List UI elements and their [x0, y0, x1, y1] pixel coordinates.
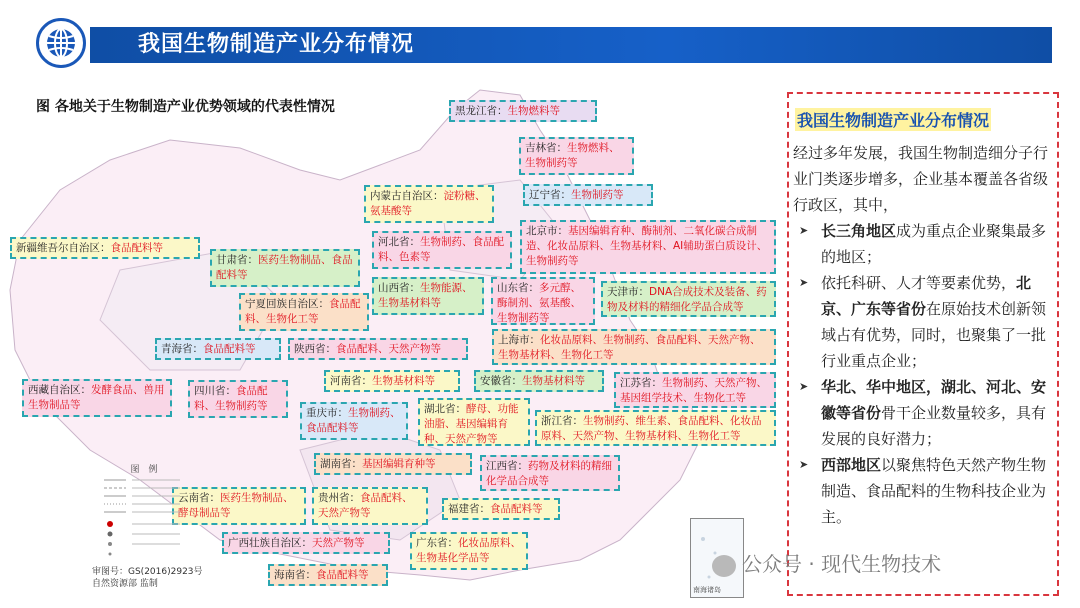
page-title: 我国生物制造产业分布情况: [138, 32, 415, 57]
arrow-right-icon: ➤: [799, 276, 809, 289]
label-jiangxi: 江西省：药物及材料的精细化学品合成等: [480, 455, 620, 491]
bullet-1: ➤ 长三角地区成为重点企业聚集最多的地区；: [793, 218, 1055, 270]
label-ningxia: 宁夏回族自治区：食品配料、生物化工等: [239, 293, 369, 331]
map-audit-number: 审图号：GS(2016)2923号 自然资源部 监制: [92, 567, 203, 589]
wechat-icon: [712, 555, 736, 577]
arrow-right-icon: ➤: [799, 380, 809, 393]
label-henan: 河南省：生物基材料等: [324, 370, 460, 392]
header-banner: [0, 18, 1080, 68]
label-guangdong: 广东省：化妆品原料、生物基化学品等: [410, 532, 528, 570]
label-xizang: 西藏自治区：发酵食品、兽用生物制品等: [22, 379, 172, 417]
label-guangxi: 广西壮族自治区：天然产物等: [222, 532, 390, 554]
label-shandong: 山东省：多元醇、酶制剂、氨基酸、生物制药等: [491, 277, 595, 325]
label-heilongjiang: 黑龙江省：生物燃料等: [449, 100, 597, 122]
label-neimenggu: 内蒙古自治区：淀粉糖、氨基酸等: [364, 185, 494, 223]
label-anhui: 安徽省：生物基材料等: [474, 370, 604, 392]
label-gansu: 甘肃省：医药生物制品、食品配料等: [210, 249, 360, 287]
label-shanghai: 上海市：化妆品原料、生物制药、食品配料、天然产物、生物基材料、生物化工等: [492, 329, 776, 365]
label-guizhou: 贵州省：食品配料、天然产物等: [312, 487, 428, 525]
label-liaoning: 辽宁省：生物制药等: [523, 184, 653, 206]
label-hebei: 河北省：生物制药、食品配料、色素等: [372, 231, 512, 269]
globe-icon: [36, 18, 86, 68]
panel-intro: 经过多年发展，我国生物制造细分子行业门类逐步增多，企业基本覆盖各省级行政区，其中，: [793, 144, 1049, 214]
wechat-watermark: 公众号 · 现代生物技术: [712, 548, 941, 577]
arrow-right-icon: ➤: [799, 224, 809, 237]
panel-body: [793, 140, 1055, 530]
label-xinjiang: 新疆维吾尔自治区：食品配料等: [10, 237, 200, 259]
bullet-3: ➤ 华北、华中地区，湖北、河北、安徽等省份骨干企业数量较多，具有发展的良好潜力；: [793, 374, 1055, 452]
label-shanxi: 山西省：生物能源、生物基材料等: [372, 277, 484, 315]
legend-title: 图 例: [130, 465, 158, 475]
label-hunan: 湖南省：基因编辑育种等: [314, 453, 472, 475]
label-fujian: 福建省：食品配料等: [442, 498, 560, 520]
bullet-4: ➤ 西部地区以聚焦特色天然产物生物制造、食品配料的生物科技企业为主。: [793, 452, 1055, 530]
label-jilin: 吉林省：生物燃料、生物制药等: [519, 137, 634, 175]
label-chongqing: 重庆市：生物制药、食品配料等: [300, 402, 408, 440]
label-yunnan: 云南省：医药生物制品、酵母制品等: [172, 487, 306, 525]
label-sichuan: 四川省：食品配料、生物制药等: [188, 380, 288, 418]
label-zhejiang: 浙江省：生物制药、维生素、食品配料、化妆品原料、天然产物、生物基材料、生物化工等: [535, 410, 776, 446]
south-china-sea-inset: 南海诸岛: [690, 518, 744, 598]
panel-title: 我国生物制造产业分布情况: [795, 108, 991, 131]
label-hainan: 海南省：食品配料等: [268, 564, 388, 586]
label-tianjin: 天津市：DNA合成技术及装备、药物及材料的精细化学品合成等: [601, 281, 776, 317]
label-jiangsu: 江苏省：生物制药、天然产物、基因组学技术、生物化工等: [614, 372, 776, 408]
label-hubei: 湖北省：酵母、功能油脂、基因编辑育种、天然产物等: [418, 398, 530, 446]
summary-panel: [787, 92, 1059, 596]
label-shaanxi: 陕西省：食品配料、天然产物等: [288, 338, 468, 360]
label-qinghai: 青海省：食品配料等: [155, 338, 281, 360]
arrow-right-icon: ➤: [799, 458, 809, 471]
map-legend: [100, 462, 188, 562]
map-caption: 图 各地关于生物制造产业优势领域的代表性情况: [36, 99, 335, 115]
bullet-2: ➤ 依托科研、人才等要素优势，北京、广东等省份在原始技术创新领域占有优势，同时，也聚集了一批行业重点企业；: [793, 270, 1055, 374]
label-beijing: 北京市：基因编辑育种、酶制剂、二氧化碳合成制造、化妆品原料、生物基材料、AI辅助蛋白质设计、生物制药等: [520, 220, 776, 274]
